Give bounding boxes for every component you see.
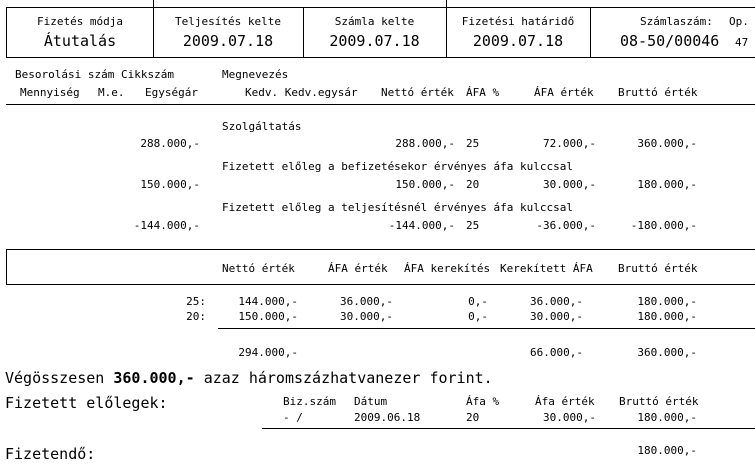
eloleg-datum: 2009.06.18: [354, 411, 421, 424]
item-name: Szolgáltatás: [222, 120, 302, 133]
vegosszesen-amount: 360.000,-: [113, 369, 195, 387]
teljesites-value: 2009.07.18: [182, 32, 274, 50]
item-egysegar: 288.000,-: [140, 137, 200, 150]
item-afa-pct: 25: [466, 137, 480, 150]
sum-brutto: 180.000,-: [637, 295, 697, 308]
eloleg-divider: [262, 428, 755, 429]
item-netto: -144.000,-: [388, 219, 455, 232]
sum-kerekites: 0,-: [468, 310, 488, 323]
item-afa-ertek: 72.000,-: [543, 137, 596, 150]
sum-total-brutto: 360.000,-: [637, 346, 697, 359]
fizetes-modja-value: Átutalás: [43, 32, 117, 50]
col-afa-pct: ÁFA %: [466, 86, 500, 99]
col-afa-ertek: ÁFA érték: [534, 86, 594, 99]
hatarido-label: Fizetési határidő: [461, 15, 575, 28]
eloleg-col-brutto: Bruttó érték: [619, 395, 699, 408]
item-netto: 288.000,-: [395, 137, 455, 150]
col-kedv: Kedv. Kedv.egysár: [245, 86, 358, 99]
item-brutto: 180.000,-: [637, 178, 697, 191]
summary-total-divider: [218, 328, 755, 329]
item-afa-pct: 20: [466, 178, 480, 191]
item-egysegar: 150.000,-: [140, 178, 200, 191]
item-name: Fizetett előleg a befizetésekor érvényes áfa kulccsal: [222, 160, 573, 173]
sum-rate: 20:: [186, 310, 206, 323]
eloleg-afa-pct: 20: [466, 411, 480, 424]
sum-col-kerekites: ÁFA kerekítés: [404, 262, 491, 275]
sum-col-brutto: Bruttó érték: [618, 262, 698, 275]
col-megnevezes: Megnevezés: [222, 68, 289, 81]
item-name: Fizetett előleg a teljesítésnél érvényes áfa kulccsal: [222, 201, 573, 214]
op-value: 47: [735, 36, 749, 49]
sum-total-netto: 294.000,-: [238, 346, 298, 359]
item-netto: 150.000,-: [395, 178, 455, 191]
teljesites-label: Teljesítés kelte: [175, 15, 281, 28]
col-mennyiseg: Mennyiség: [20, 86, 80, 99]
col-netto: Nettó érték: [381, 86, 454, 99]
eloleg-afa-ertek: 30.000,-: [543, 411, 596, 424]
eloleg-biz: - /: [283, 411, 303, 424]
szamlaszam-label: Számlaszám:: [640, 15, 713, 28]
eloleg-col-datum: Dátum: [354, 395, 388, 408]
elolegek-label: Fizetett előlegek:: [5, 394, 168, 412]
sum-netto: 150.000,-: [238, 310, 298, 323]
sum-total-kerekitett: 66.000,-: [530, 346, 583, 359]
op-label: Op.: [729, 15, 749, 28]
fizetes-modja-label: Fizetés módja: [36, 15, 124, 28]
fizetendo-label: Fizetendő:: [5, 445, 96, 463]
sum-kerekitett: 30.000,-: [530, 310, 583, 323]
sum-kerekitett: 36.000,-: [530, 295, 583, 308]
szamla-kelte-value: 2009.07.18: [329, 32, 420, 50]
column-header-divider: [6, 104, 755, 105]
fizetendo-value: 180.000,-: [637, 444, 697, 457]
szamlaszam-value: 08-50/00046: [620, 32, 720, 50]
sum-brutto: 180.000,-: [637, 310, 697, 323]
eloleg-brutto: 180.000,-: [637, 411, 697, 424]
eloleg-col-biz: Biz.szám: [283, 395, 336, 408]
item-afa-pct: 25: [466, 219, 480, 232]
item-brutto: -180.000,-: [630, 219, 697, 232]
item-brutto: 360.000,-: [637, 137, 697, 150]
col-brutto: Bruttó érték: [618, 86, 698, 99]
szamla-kelte-label: Számla kelte: [334, 15, 415, 28]
col-besorolasi: Besorolási szám Cikkszám: [15, 68, 174, 81]
sum-col-kerekitett: Kerekített ÁFA: [500, 262, 593, 275]
eloleg-col-afa-ertek: Áfa érték: [535, 395, 595, 408]
vegosszesen-label: Végösszesen: [5, 369, 105, 387]
sum-col-netto: Nettó érték: [222, 262, 295, 275]
sum-kerekites: 0,-: [468, 295, 488, 308]
sum-afa: 36.000,-: [340, 295, 393, 308]
item-egysegar: -144.000,-: [133, 219, 200, 232]
sum-afa: 30.000,-: [340, 310, 393, 323]
item-afa-ertek: 30.000,-: [543, 178, 596, 191]
col-egysegar: Egységár: [145, 86, 198, 99]
eloleg-col-afa-pct: Áfa %: [466, 395, 500, 408]
hatarido-value: 2009.07.18: [472, 32, 564, 50]
vegosszesen-words: azaz háromszázhatvanezer forint.: [203, 369, 493, 387]
item-afa-ertek: -36.000,-: [536, 219, 596, 232]
col-me: M.e.: [98, 86, 125, 99]
vegosszesen-line: [5, 369, 493, 387]
sum-rate: 25:: [186, 295, 206, 308]
sum-netto: 144.000,-: [238, 295, 298, 308]
sum-col-afa: ÁFA érték: [328, 262, 388, 275]
